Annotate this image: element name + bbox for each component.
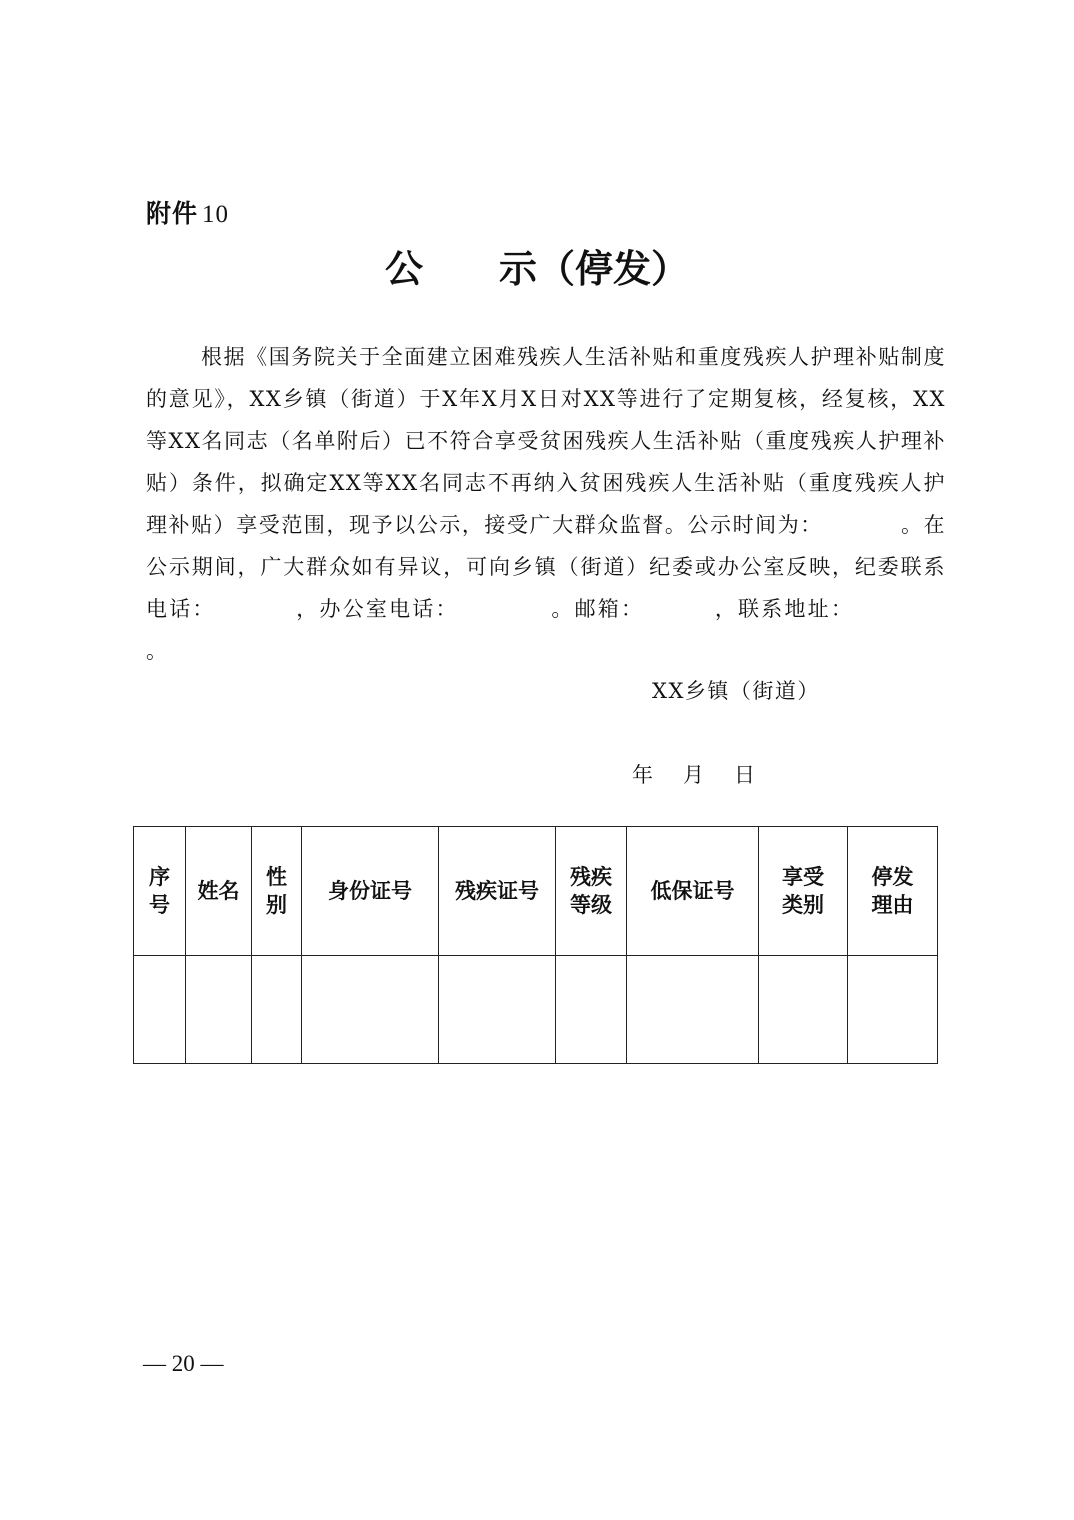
table-cell bbox=[848, 956, 938, 1064]
table-cell bbox=[759, 956, 848, 1064]
notice-body bbox=[146, 336, 946, 672]
table-cell bbox=[186, 956, 252, 1064]
table-cell bbox=[627, 956, 759, 1064]
header-index: 序 号 bbox=[134, 827, 186, 956]
date-year: 年 bbox=[632, 763, 653, 787]
header-id-number: 身份证号 bbox=[302, 827, 439, 956]
header-benefit-type: 享受 类别 bbox=[759, 827, 848, 956]
body-part-5: ，联系地址： bbox=[714, 597, 855, 621]
date-day: 日 bbox=[734, 763, 755, 787]
table-row bbox=[134, 956, 938, 1064]
header-disability-cert: 残疾证号 bbox=[439, 827, 556, 956]
body-part-1: 根据《国务院关于全面建立困难残疾人生活补贴和重度残疾人护理补贴制度的意见》，XX乡镇（街道）于X年X月X日对XX等进行了定期复核，经复核，XX等XX名同志（名单附后）已不符合享受贫困残疾人生活补贴（重度残疾人护理补贴）条件，拟确定XX等XX名同志不再纳入贫困残疾人生活补贴（重度残疾人护理补贴）享受范围，现予以公示，接受广大群众监督。公示时间为： bbox=[146, 345, 946, 537]
date-month: 月 bbox=[683, 763, 704, 787]
table-cell bbox=[134, 956, 186, 1064]
issuer-signature: XX乡镇（街道） bbox=[652, 679, 820, 703]
issue-date bbox=[632, 759, 785, 789]
body-part-6: 。 bbox=[146, 639, 169, 663]
header-suspension-reason: 停发 理由 bbox=[848, 827, 938, 956]
page-number: — 20 — bbox=[143, 1351, 224, 1376]
page-title: 公 示（停发） bbox=[384, 247, 689, 291]
attachment-label-text: 附件 bbox=[146, 199, 199, 228]
table-cell bbox=[556, 956, 627, 1064]
header-name: 姓名 bbox=[186, 827, 252, 956]
attachment-label bbox=[146, 194, 229, 230]
attachment-number: 10 bbox=[202, 201, 230, 228]
table-cell bbox=[439, 956, 556, 1064]
suspension-list-table bbox=[133, 826, 938, 1064]
body-part-4: 。邮箱： bbox=[550, 597, 645, 621]
body-part-2: 。在公示期间，广大群众如有异议，可向乡镇（街道）纪委或办公室反映，纪委联系电话： bbox=[146, 513, 946, 621]
header-subsistence-cert: 低保证号 bbox=[627, 827, 759, 956]
table-cell bbox=[302, 956, 439, 1064]
body-part-3: ，办公室电话： bbox=[295, 597, 459, 621]
header-gender: 性 别 bbox=[252, 827, 302, 956]
table-header-row bbox=[134, 827, 938, 956]
header-disability-level: 残疾 等级 bbox=[556, 827, 627, 956]
table-cell bbox=[252, 956, 302, 1064]
